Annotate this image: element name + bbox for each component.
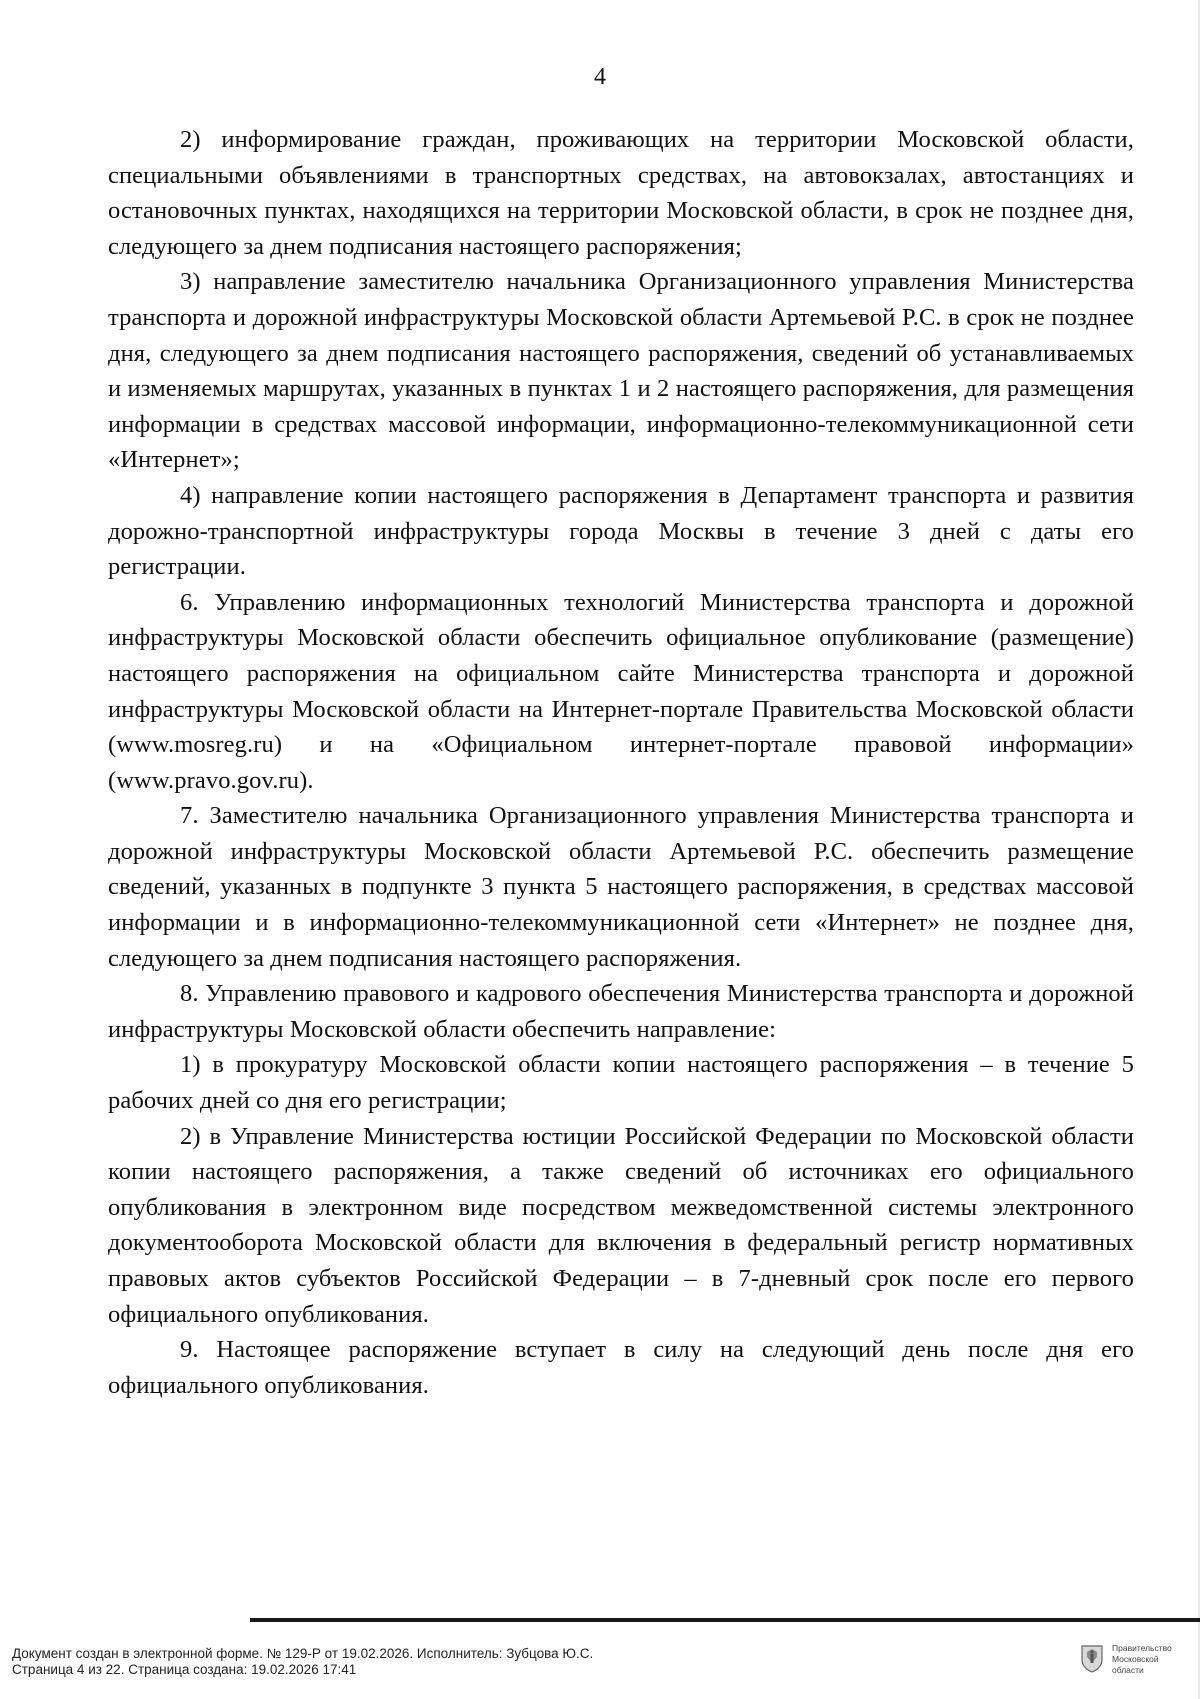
paragraph-item-2-informing: 2) информирование граждан, проживающих на территории Московской области, специальными объявлениями в транспортных средствах, на автовокзалах, автостанциях и остановочных пунктах, находящихся на территории Московской области, в срок не позднее дня, следующего за днем подписания настоящего распоряжения; <box>108 126 1134 260</box>
footer-document-info: Документ создан в электронной форме. № 129-Р от 19.02.2026. Исполнитель: Зубцова Ю.С. <box>12 1646 594 1661</box>
document-body <box>108 122 1134 1403</box>
paragraph-clause-8-item-1: 1) в прокуратуру Московской области копии настоящего распоряжения – в течение 5 рабочих дней со дня его регистрации; <box>108 1051 1134 1115</box>
document-footer <box>12 1646 593 1678</box>
paragraph-item-3-direction: 3) направление заместителю начальника Организационного управления Министерства транспорта и дорожной инфраструктуры Московской области Артемьевой Р.С. в срок не позднее дня, следующего за днем подписания настоящего распоряжения, сведений об устанавливаемых и изменяемых маршрутах, указанных в пунктах 1 и 2 настоящего распоряжения, для размещения информации в средствах массовой информации, информационно-телекоммуникационной сети «Интернет»; <box>108 268 1134 474</box>
paragraph-clause-6: 6. Управлению информационных технологий Министерства транспорта и дорожной инфраструктуры Московской области обеспечить официальное опубликование (размещение) настоящего распоряжения на официальном сайте Министерства транспорта и дорожной инфраструктуры Московской области на Интернет-портале Правительства Московской области (www.mosreg.ru) и на «Официальном интернет-портале правовой информации» (www.pravo.gov.ru). <box>108 588 1134 794</box>
government-logo <box>1080 1643 1182 1676</box>
page-number: 4 <box>594 64 606 90</box>
logo-caption-line-2: Московской области <box>1112 1654 1159 1675</box>
paragraph-clause-9: 9. Настоящее распоряжение вступает в силу на следующий день после дня его официального опубликования. <box>108 1336 1134 1399</box>
logo-caption <box>1112 1643 1182 1676</box>
logo-caption-line-1: Правительство <box>1112 1643 1172 1653</box>
paragraph-clause-7: 7. Заместителю начальника Организационного управления Министерства транспорта и дорожной инфраструктуры Московской области Артемьевой Р.С. обеспечить размещение сведений, указанных в подпункте 3 пункта 5 настоящего распоряжения, в средствах массовой информации и в информационно-телекоммуникационной сети «Интернет» не позднее дня, следующего за днем подписания настоящего распоряжения. <box>108 802 1134 972</box>
footer-page-info: Страница 4 из 22. Страница создана: 19.02.2026 17:41 <box>12 1662 357 1677</box>
paragraph-clause-8: 8. Управлению правового и кадрового обеспечения Министерства транспорта и дорожной инфраструктуры Московской области обеспечить направление: <box>108 980 1134 1043</box>
paragraph-clause-8-item-2: 2) в Управление Министерства юстиции Российской Федерации по Московской области копии настоящего распоряжения, а также сведений об источниках его официального опубликования в электронном виде посредством межведомственной системы электронного документооборота Московской области для включения в федеральный регистр нормативных правовых актов субъектов Российской Федерации – в 7-дневный срок после его первого официального опубликования. <box>108 1122 1134 1328</box>
coat-of-arms-icon <box>1080 1643 1104 1673</box>
paragraph-item-4-copy: 4) направление копии настоящего распоряжения в Департамент транспорта и развития дорожно-транспортной инфраструктуры города Москвы в течение 3 дней с даты его регистрации. <box>108 481 1134 581</box>
footer-divider <box>250 1618 1200 1622</box>
